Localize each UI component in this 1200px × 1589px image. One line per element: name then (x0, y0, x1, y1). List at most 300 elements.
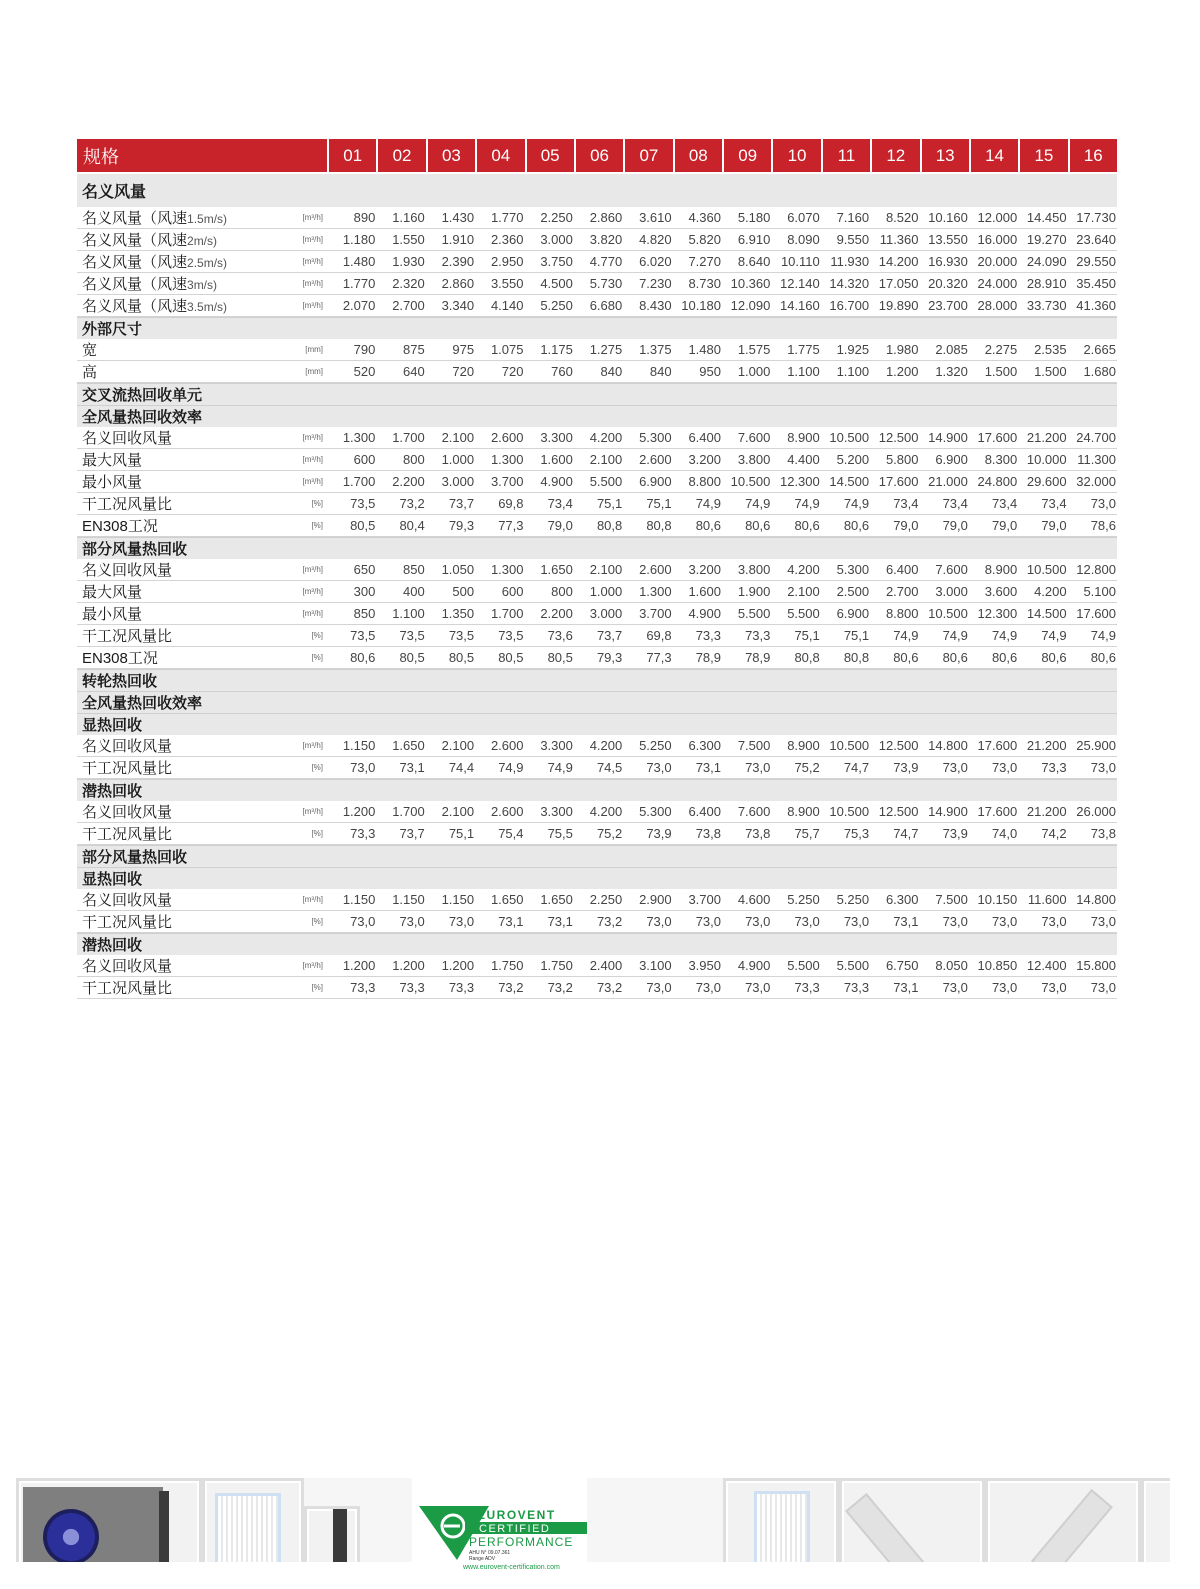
cell-value: 73,0 (1068, 493, 1117, 515)
table-row (77, 823, 1117, 845)
row-label (77, 801, 291, 823)
cell-value: 1.300 (475, 559, 524, 581)
panel-edge (159, 1491, 169, 1562)
cell-value: 11.930 (821, 251, 870, 273)
cell-value: 73,4 (870, 493, 919, 515)
row-label (77, 207, 291, 229)
cell-value: 73,0 (673, 911, 722, 933)
cell-value: 2.250 (574, 889, 623, 911)
cell-value: 1.550 (376, 229, 425, 251)
cell-value: 1.750 (475, 955, 524, 977)
cell-value: 75,1 (574, 493, 623, 515)
cell-value: 73,7 (574, 625, 623, 647)
cell-value: 73,2 (525, 977, 574, 999)
cell-value: 1.300 (475, 449, 524, 471)
cell-value: 10.500 (821, 801, 870, 823)
cell-value: 2.085 (920, 339, 969, 361)
row-label-text: 最小风量 (82, 474, 143, 491)
cell-value: 6.680 (574, 295, 623, 317)
cell-value: 80,6 (673, 515, 722, 537)
cell-value: 1.980 (870, 339, 919, 361)
cell-value: 1.150 (327, 735, 376, 757)
table-row (77, 207, 1117, 229)
section-row (77, 669, 1117, 691)
cell-value: 1.200 (327, 801, 376, 823)
header-col-15: 15 (1018, 139, 1067, 172)
cell-value: 2.700 (376, 295, 425, 317)
cell-value: 79,3 (574, 647, 623, 669)
cell-value: 73,7 (376, 823, 425, 845)
cell-value: 5.250 (623, 735, 672, 757)
cell-value: 73,0 (623, 977, 672, 999)
cell-value: 73,1 (475, 911, 524, 933)
row-unit: [%] (291, 493, 327, 515)
cell-value: 23.640 (1068, 229, 1117, 251)
cell-value: 3.300 (525, 735, 574, 757)
cell-value: 73,0 (722, 911, 771, 933)
cell-value: 73,5 (327, 625, 376, 647)
cell-value: 6.300 (673, 735, 722, 757)
cell-value: 10.110 (771, 251, 820, 273)
unit-panel-fan (16, 1478, 202, 1562)
cell-value: 73,1 (525, 911, 574, 933)
row-label (77, 647, 291, 669)
row-label-text: 名义风量（风速 (82, 210, 188, 227)
table-row (77, 361, 1117, 383)
table-row (77, 427, 1117, 449)
row-label-text: 名义回收风量 (82, 958, 173, 975)
row-unit: [%] (291, 823, 327, 845)
cell-value: 20.000 (969, 251, 1018, 273)
cell-value: 5.500 (771, 955, 820, 977)
cell-value: 78,9 (673, 647, 722, 669)
header-col-03: 03 (426, 139, 475, 172)
cell-value: 2.200 (525, 603, 574, 625)
cell-value: 2.100 (426, 801, 475, 823)
cell-value: 5.200 (821, 449, 870, 471)
cell-value: 75,2 (574, 823, 623, 845)
row-label-text: 名义回收风量 (82, 738, 173, 755)
badge-small-2: Range ADV (469, 1556, 496, 1562)
cell-value: 890 (327, 207, 376, 229)
unit-panel-end (304, 1506, 360, 1562)
row-unit: [m³/h] (291, 295, 327, 317)
table-row (77, 647, 1117, 669)
cell-value: 1.770 (475, 207, 524, 229)
cell-value: 1.160 (376, 207, 425, 229)
cell-value: 35.450 (1068, 273, 1117, 295)
cell-value: 73,9 (623, 823, 672, 845)
cell-value: 2.860 (574, 207, 623, 229)
table-row (77, 757, 1117, 779)
cell-value: 760 (525, 361, 574, 383)
cell-value: 4.900 (525, 471, 574, 493)
cell-value: 650 (327, 559, 376, 581)
cell-value: 73,2 (376, 493, 425, 515)
cell-value: 80,6 (1018, 647, 1067, 669)
row-label (77, 361, 291, 383)
cell-value: 79,0 (870, 515, 919, 537)
cell-value: 8.640 (722, 251, 771, 273)
product-photo-right (587, 1478, 1170, 1562)
section-row (77, 867, 1117, 889)
cell-value: 16.700 (821, 295, 870, 317)
section-row (77, 691, 1117, 713)
row-label-text: 名义风量（风速 (82, 232, 188, 249)
cell-value: 73,0 (920, 977, 969, 999)
cell-value: 12.090 (722, 295, 771, 317)
row-label-text: 名义回收风量 (82, 804, 173, 821)
cell-value: 17.600 (969, 427, 1018, 449)
cell-value: 3.820 (574, 229, 623, 251)
cell-value: 3.300 (525, 801, 574, 823)
cell-value: 74,9 (525, 757, 574, 779)
cell-value: 1.150 (426, 889, 475, 911)
cell-value: 520 (327, 361, 376, 383)
cell-value: 80,6 (870, 647, 919, 669)
table-row (77, 911, 1117, 933)
cell-value: 21.200 (1018, 801, 1067, 823)
row-unit: [mm] (291, 339, 327, 361)
section-title: 显热回收 (77, 867, 1117, 889)
cell-value: 6.750 (870, 955, 919, 977)
cell-value: 74,9 (821, 493, 870, 515)
cell-value: 7.600 (722, 427, 771, 449)
row-label (77, 251, 291, 273)
cell-value: 78,6 (1068, 515, 1117, 537)
cell-value: 24.000 (969, 273, 1018, 295)
section-row (77, 779, 1117, 801)
cell-value: 1.375 (623, 339, 672, 361)
cell-value: 26.000 (1068, 801, 1117, 823)
cell-value: 8.300 (969, 449, 1018, 471)
cell-value: 74,9 (771, 493, 820, 515)
cell-value: 14.900 (920, 801, 969, 823)
cell-value: 720 (475, 361, 524, 383)
table-row (77, 735, 1117, 757)
cell-value: 6.020 (623, 251, 672, 273)
section-row (77, 845, 1117, 867)
cell-value: 14.320 (821, 273, 870, 295)
cell-value: 69,8 (475, 493, 524, 515)
cell-value: 14.160 (771, 295, 820, 317)
row-unit: [m³/h] (291, 581, 327, 603)
row-label-text: 名义回收风量 (82, 430, 173, 447)
cell-value: 73,4 (969, 493, 1018, 515)
unit-panel-filter-right (723, 1478, 839, 1562)
cell-value: 5.800 (870, 449, 919, 471)
cell-value: 4.770 (574, 251, 623, 273)
cell-value: 1.575 (722, 339, 771, 361)
cell-value: 73,9 (870, 757, 919, 779)
cell-value: 1.100 (376, 603, 425, 625)
cell-value: 73,3 (673, 625, 722, 647)
cell-value: 73,2 (475, 977, 524, 999)
row-unit: [m³/h] (291, 801, 327, 823)
cell-value: 5.500 (574, 471, 623, 493)
cell-value: 6.300 (870, 889, 919, 911)
cell-value: 1.050 (426, 559, 475, 581)
row-label (77, 339, 291, 361)
section-row (77, 317, 1117, 339)
row-unit: [%] (291, 647, 327, 669)
cell-value: 1.930 (376, 251, 425, 273)
cell-value: 12.500 (870, 801, 919, 823)
cell-value: 73,3 (327, 823, 376, 845)
cell-value: 3.700 (623, 603, 672, 625)
row-label-text: 干工况风量比 (82, 914, 173, 931)
cell-value: 4.400 (771, 449, 820, 471)
cell-value: 14.900 (920, 427, 969, 449)
cell-value: 73,0 (920, 757, 969, 779)
cell-value: 73,0 (376, 911, 425, 933)
row-label-text: 最大风量 (82, 452, 143, 469)
filter-icon (754, 1491, 810, 1562)
table-row (77, 339, 1117, 361)
cell-value: 2.535 (1018, 339, 1067, 361)
badge-url: www.eurovent-certification.com (463, 1564, 560, 1571)
cell-value: 2.360 (475, 229, 524, 251)
cell-value: 1.150 (327, 889, 376, 911)
cell-value: 3.700 (673, 889, 722, 911)
cell-value: 17.600 (969, 801, 1018, 823)
cell-value: 74,9 (870, 625, 919, 647)
cell-value: 3.200 (673, 559, 722, 581)
row-label-speed: 2.5m/s) (187, 256, 228, 270)
cell-value: 5.300 (623, 801, 672, 823)
cell-value: 3.000 (574, 603, 623, 625)
cell-value: 74,9 (1068, 625, 1117, 647)
cell-value: 12.500 (870, 735, 919, 757)
cell-value: 4.140 (475, 295, 524, 317)
section-row (77, 713, 1117, 735)
cell-value: 1.700 (327, 471, 376, 493)
cell-value: 6.400 (870, 559, 919, 581)
cell-value: 28.910 (1018, 273, 1067, 295)
cell-value: 21.200 (1018, 427, 1067, 449)
row-unit: [m³/h] (291, 427, 327, 449)
row-label (77, 889, 291, 911)
cell-value: 21.000 (920, 471, 969, 493)
cell-value: 1.000 (574, 581, 623, 603)
cell-value: 2.320 (376, 273, 425, 295)
cell-value: 5.100 (1068, 581, 1117, 603)
unit-panel-filter (202, 1478, 304, 1562)
cell-value: 80,8 (821, 647, 870, 669)
cell-value: 10.160 (920, 207, 969, 229)
cell-value: 2.400 (574, 955, 623, 977)
cell-value: 3.340 (426, 295, 475, 317)
cell-value: 73,0 (623, 757, 672, 779)
cell-value: 2.950 (475, 251, 524, 273)
cell-value: 3.610 (623, 207, 672, 229)
cell-value: 73,0 (969, 911, 1018, 933)
cell-value: 950 (673, 361, 722, 383)
cell-value: 73,8 (1068, 823, 1117, 845)
cell-value: 74,4 (426, 757, 475, 779)
cell-value: 1.750 (525, 955, 574, 977)
cell-value: 3.100 (623, 955, 672, 977)
header-col-07: 07 (623, 139, 672, 172)
header-col-12: 12 (870, 139, 919, 172)
specification-table (77, 139, 1117, 999)
cell-value: 74,7 (870, 823, 919, 845)
cell-value: 29.600 (1018, 471, 1067, 493)
row-label (77, 559, 291, 581)
cell-value: 79,0 (525, 515, 574, 537)
cell-value: 1.700 (376, 427, 425, 449)
cell-value: 2.390 (426, 251, 475, 273)
table-row (77, 273, 1117, 295)
cell-value: 74,0 (969, 823, 1018, 845)
cell-value: 73,8 (673, 823, 722, 845)
cell-value: 1.075 (475, 339, 524, 361)
row-unit: [%] (291, 515, 327, 537)
badge-line-1: EUROVENT (477, 1508, 556, 1522)
cell-value: 17.600 (1068, 603, 1117, 625)
cell-value: 10.150 (969, 889, 1018, 911)
cell-value: 3.800 (722, 559, 771, 581)
cell-value: 2.275 (969, 339, 1018, 361)
cell-value: 80,6 (969, 647, 1018, 669)
cell-value: 73,3 (376, 977, 425, 999)
row-label-text: 宽 (82, 342, 98, 359)
table-row (77, 581, 1117, 603)
row-label (77, 471, 291, 493)
cell-value: 74,9 (673, 493, 722, 515)
cell-value: 14.500 (821, 471, 870, 493)
row-unit: [mm] (291, 361, 327, 383)
section-title: 外部尺寸 (77, 317, 1117, 339)
row-label (77, 757, 291, 779)
cell-value: 1.480 (673, 339, 722, 361)
cell-value: 80,6 (327, 647, 376, 669)
section-title: 显热回收 (77, 713, 1117, 735)
cell-value: 10.360 (722, 273, 771, 295)
section-row (77, 172, 1117, 207)
cell-value: 10.180 (673, 295, 722, 317)
cell-value: 800 (525, 581, 574, 603)
cell-value: 7.600 (722, 801, 771, 823)
cell-value: 17.730 (1068, 207, 1117, 229)
cell-value: 10.500 (821, 735, 870, 757)
row-label (77, 581, 291, 603)
cell-value: 15.800 (1068, 955, 1117, 977)
row-unit: [m³/h] (291, 251, 327, 273)
cell-value: 8.900 (771, 801, 820, 823)
cell-value: 14.500 (1018, 603, 1067, 625)
header-col-13: 13 (920, 139, 969, 172)
row-label (77, 823, 291, 845)
header-col-06: 06 (574, 139, 623, 172)
cell-value: 6.400 (673, 427, 722, 449)
table-body (77, 172, 1117, 999)
cell-value: 9.550 (821, 229, 870, 251)
row-label-text: 最大风量 (82, 584, 143, 601)
cell-value: 1.650 (525, 559, 574, 581)
cell-value: 3.800 (722, 449, 771, 471)
cell-value: 73,0 (722, 757, 771, 779)
section-title: 全风量热回收效率 (77, 691, 1117, 713)
cell-value: 75,4 (475, 823, 524, 845)
cell-value: 73,0 (771, 911, 820, 933)
cell-value: 4.820 (623, 229, 672, 251)
row-unit: [m³/h] (291, 229, 327, 251)
cell-value: 1.770 (327, 273, 376, 295)
cell-value: 73,5 (475, 625, 524, 647)
cell-value: 80,5 (475, 647, 524, 669)
cell-value: 14.800 (920, 735, 969, 757)
cell-value: 75,1 (771, 625, 820, 647)
cell-value: 73,0 (1018, 911, 1067, 933)
cell-value: 77,3 (475, 515, 524, 537)
eurovent-certification-badge (417, 1504, 604, 1571)
row-label-speed: 3m/s) (187, 278, 218, 292)
row-label (77, 955, 291, 977)
cell-value: 8.900 (969, 559, 1018, 581)
cell-value: 840 (623, 361, 672, 383)
cell-value: 1.000 (426, 449, 475, 471)
cell-value: 80,8 (771, 647, 820, 669)
cell-value: 80,6 (821, 515, 870, 537)
header-col-02: 02 (376, 139, 425, 172)
header-col-10: 10 (771, 139, 820, 172)
header-col-08: 08 (673, 139, 722, 172)
cell-value: 74,9 (1018, 625, 1067, 647)
cell-value: 17.600 (870, 471, 919, 493)
cell-value: 24.800 (969, 471, 1018, 493)
cell-value: 3.000 (920, 581, 969, 603)
cell-value: 5.730 (574, 273, 623, 295)
cell-value: 32.000 (1068, 471, 1117, 493)
cell-value: 73,0 (722, 977, 771, 999)
cell-value: 33.730 (1018, 295, 1067, 317)
cell-value: 4.900 (673, 603, 722, 625)
cell-value: 21.200 (1018, 735, 1067, 757)
cell-value: 4.200 (574, 735, 623, 757)
cell-value: 73,0 (673, 977, 722, 999)
cell-value: 10.000 (1018, 449, 1067, 471)
row-label-speed: 3.5m/s) (187, 300, 228, 314)
cell-value: 73,3 (1018, 757, 1067, 779)
cell-value: 10.500 (722, 471, 771, 493)
cell-value: 1.925 (821, 339, 870, 361)
cell-value: 1.680 (1068, 361, 1117, 383)
cell-value: 73,0 (1068, 977, 1117, 999)
row-unit: [m³/h] (291, 559, 327, 581)
cell-value: 4.600 (722, 889, 771, 911)
cell-value: 75,1 (426, 823, 475, 845)
cell-value: 74,2 (1018, 823, 1067, 845)
section-row (77, 537, 1117, 559)
cell-value: 2.700 (870, 581, 919, 603)
cell-value: 3.200 (673, 449, 722, 471)
cell-value: 73,0 (623, 911, 672, 933)
cell-value: 12.500 (870, 427, 919, 449)
cell-value: 7.230 (623, 273, 672, 295)
cell-value: 1.650 (475, 889, 524, 911)
cell-value: 2.200 (376, 471, 425, 493)
cell-value: 73,5 (327, 493, 376, 515)
cell-value: 74,9 (722, 493, 771, 515)
cell-value: 73,1 (870, 911, 919, 933)
cell-value: 74,7 (821, 757, 870, 779)
cell-value: 73,5 (376, 625, 425, 647)
cell-value: 73,1 (870, 977, 919, 999)
cell-value: 2.600 (475, 801, 524, 823)
cell-value: 73,3 (722, 625, 771, 647)
cell-value: 3.750 (525, 251, 574, 273)
